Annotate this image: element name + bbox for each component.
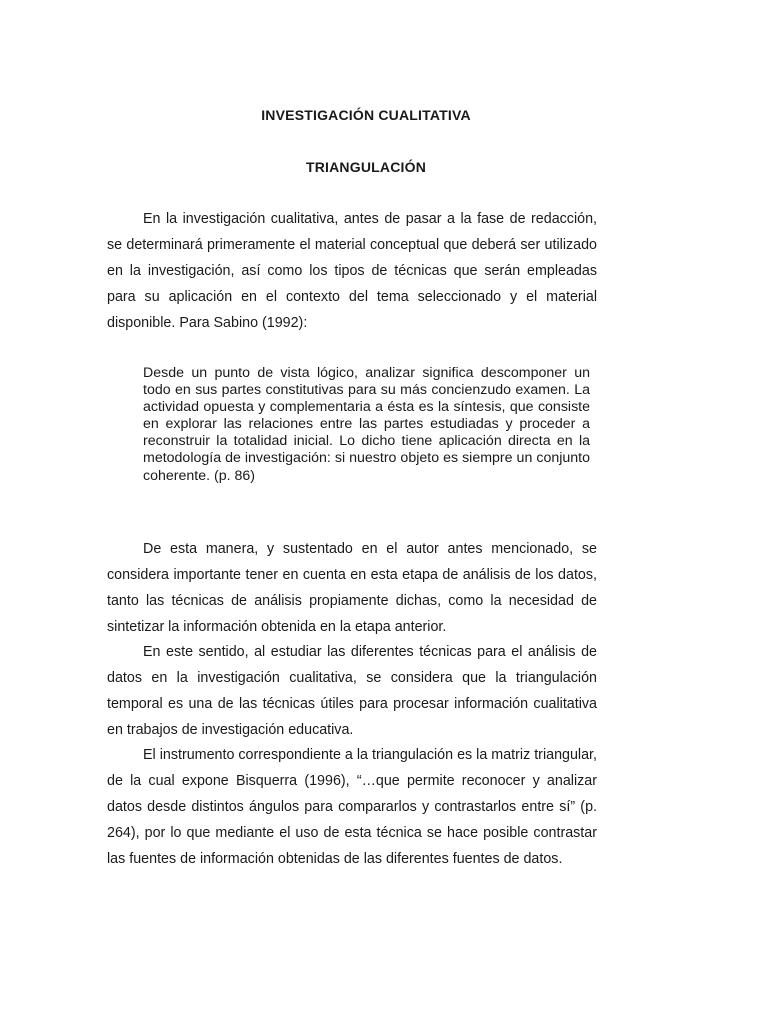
paragraph-3-text: En este sentido, al estudiar las diferentes técnicas para el análisis de datos en la investigación cualitativa, se considera que la triangulación temporal es una de las técnicas útiles para procesar información cualitativa en trabajos de investigación educativa.	[107, 644, 597, 738]
paragraph-3	[107, 639, 597, 743]
paragraph-1-text: En la investigación cualitativa, antes de pasar a la fase de redacción, se determinará primeramente el material conceptual que deberá ser utilizado en la investigación, así como los tipos de técnicas que serán empleadas para su aplicación en el contexto del tema seleccionado y el material disponible. Para Sabino (1992):	[107, 211, 597, 331]
paragraph-1	[107, 206, 597, 336]
document-title: INVESTIGACIÓN CUALITATIVA	[261, 107, 471, 123]
paragraph-4-text: El instrumento correspondiente a la triangulación es la matriz triangular, de la cual expone Bisquerra (1996), “…que permite reconocer y analizar datos desde distintos ángulos para compararlos y contrastarlos entre sí” (p. 264), por lo que mediante el uso de esta técnica se hace posible contrastar las fuentes de información obtenidas de las diferentes fuentes de datos.	[107, 747, 597, 867]
section-heading: TRIANGULACIÓN	[305, 159, 427, 175]
paragraph-2-text: De esta manera, y sustentado en el autor antes mencionado, se considera importante tener en cuenta en esta etapa de análisis de los datos, tanto las técnicas de análisis propiamente dichas, como la necesidad de sintetizar la información obtenida en la etapa anterior.	[107, 541, 597, 635]
block-quote: Desde un punto de vista lógico, analizar significa descomponer un todo en sus partes constitutivas para su más concienzudo examen. La actividad opuesta y complementaria a ésta es la síntesis, que consiste en explorar las relaciones entre las partes estudiadas y proceder a reconstruir la totalidad inicial. Lo dicho tiene aplicación directa en la metodología de investigación: si nuestro objeto es siempre un conjunto coherente. (p. 86)	[143, 365, 590, 484]
paragraph-4	[107, 742, 597, 872]
paragraph-2	[107, 536, 597, 640]
